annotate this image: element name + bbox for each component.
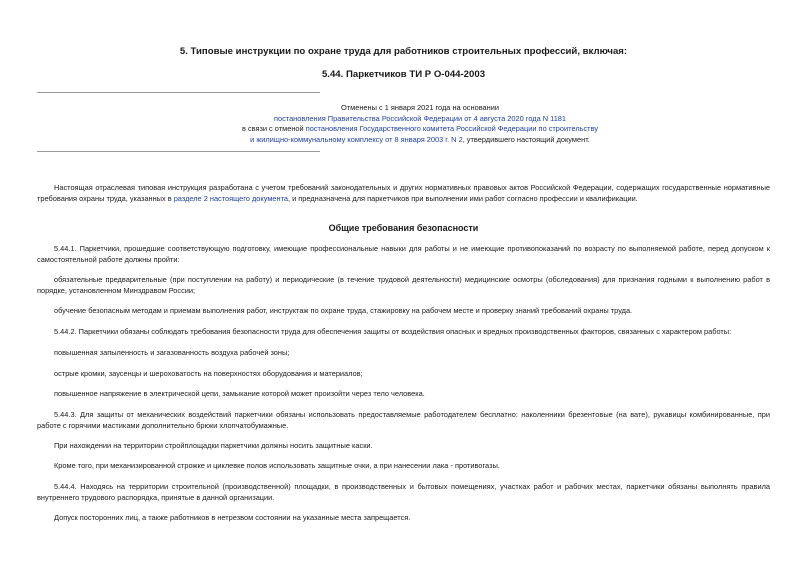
notice-line-3-text: в связи с отменой [241,124,304,134]
paragraph-5-44-3: 5.44.3. Для защиты от механических воздействий паркетчики обязаны использовать предоставляемые работодателем бесплатно: наколенники брезентовые (на вате), рукавицы комбинированные, при работе с горячими мастиками дополнительно брюки хлопчатобумажные. [37,410,770,430]
document-subtitle: 5.44. Паркетчиков ТИ Р О-044-2003 [321,69,486,80]
notice-line-4-text: , утвердившего настоящий документ. [462,134,590,144]
intro-link-section-2[interactable]: разделе 2 настоящего документа [173,193,289,203]
notice-link-gosstroy-decree[interactable]: постановления Государственного комитета Российской Федерации по строительству [305,124,599,134]
paragraph-goggles: Кроме того, при механизированной строжке и циклевке полов использовать защитные очки, а при нанесении лака - противогазы. [54,461,500,470]
paragraph-dust: повышенная запыленность и загазованность воздуха рабочей зоны; [54,348,290,357]
section-title: Общие требования безопасности [328,223,479,233]
paragraph-5-44-1: 5.44.1. Паркетчики, прошедшие соответствующую подготовку, имеющие профессиональные навыки для работы и не имеющие противопоказаний по возрасту по выполняемой работе, перед допуском к самостоятельной работе должны пройти: [37,244,770,264]
intro-text-2: , и предназначена для паркетчиков при выполнении ими работ согласно профессии и квалификации. [288,193,638,203]
paragraph-sharp-edges: острые кромки, заусенцы и шероховатость на поверхностях оборудования и материалов; [54,369,363,378]
paragraph-voltage: повышенное напряжение в электрической цепи, замыкание которой может произойти через тело человека. [54,389,425,398]
paragraph-access: Допуск посторонних лиц, а также работников в нетрезвом состоянии на указанные места запрещается. [54,513,411,522]
divider-bottom [37,151,320,152]
paragraph-5-44-4: 5.44.4. Находясь на территории строительной (производственной) площадки, в производственных и бытовых помещениях, участках работ и рабочих местах, паркетчики обязаны выполнять правила внутреннего трудового распорядка, принятые в данной организации. [37,482,770,502]
paragraph-training: обучение безопасным методам и приемам выполнения работ, инструктаж по охране труда, стажировку на рабочем месте и проверку знаний требований охраны труда. [54,306,633,315]
divider-top [37,92,320,93]
notice-link-government-decree[interactable]: постановления Правительства Российской Федерации от 4 августа 2020 года N 1181 [273,113,567,123]
paragraph-medical-exams: обязательные предварительные (при поступлении на работу) и периодические (в течение трудовой деятельности) медицинские осмотры (обследования) для признания годными к выполнению работ в порядке, установленном Минздравом России; [37,275,770,295]
notice-link-gosstroy-decree-cont[interactable]: и жилищно-коммунальному комплексу от 8 января 2003 г. N 2 [250,134,463,144]
intro-text-1: Настоящая отраслевая типовая инструкция разработана с учетом требований законодательных и других нормативных правовых актов Российской Федерации, содержащих государственные нормативные требования охраны труда, указанных в [37,183,770,203]
document-title: 5. Типовые инструкции по охране труда для работников строительных профессий, включая: [179,46,628,57]
intro-paragraph [37,183,770,204]
paragraph-helmets: При нахождении на территории стройплощадки паркетчики должны носить защитные каски. [54,441,373,450]
notice-line-1: Отменены с 1 января 2021 года на основании [341,103,499,112]
paragraph-5-44-2: 5.44.2. Паркетчики обязаны соблюдать требования безопасности труда для обеспечения защиты от воздействия опасных и вредных производственных факторов, связанных с характером работы: [54,327,732,336]
cancellation-notice [200,103,640,145]
